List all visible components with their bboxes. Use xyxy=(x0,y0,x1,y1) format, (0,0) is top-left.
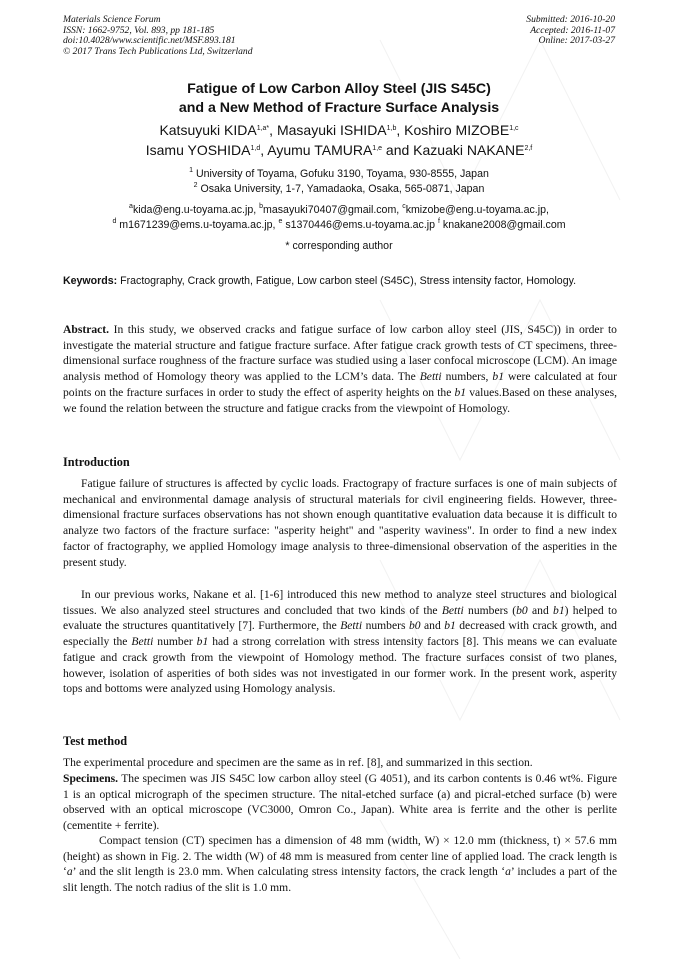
test-method-paragraph-2: Specimens. The specimen was JIS S45C low carbon alloy steel (G 4051), and its carbon contents is 0.46 wt%. Figure 1 is an optical micrograph of the specimen structure. The nital-etched surface (a) and picral-etched surface (b) were observed with an optical microscope (VC3000, Omron Co., Japan). White area is ferrite and the other is perlite (cementite + ferrite). xyxy=(63,772,617,833)
author-line-2: Isamu YOSHIDA$^{1,d}$, Ayumu TAMURA$^{1,e}$ and Kazuaki NAKANE$^{2,f}$ xyxy=(145,141,533,158)
title-line-1: Fatigue of Low Carbon Alloy Steel (JIS S45C) xyxy=(187,81,491,97)
intro-paragraph-2: In our previous works, Nakane et al. [1-6] introduced this new method to analyze steel structures and biological tissues. We also analyzed steel structures and concluded that two kinds of the Betti numbers (b0 and b1) helped to evaluate the structures quantitatively [7]. Furthermore, the Betti numbers b0 and b1 decreased with crack growth, and especially the Betti number b1 had a strong correlation with stress intensity factors [8]. This means we can evaluate fatigue and crack growth from the viewpoint of Homology method. The fracture surfaces consist of two planes, however, isolation of asperities of both sides was not investigated in our former work. In the present work, asperity tops and bottoms were analyzed using Homology analysis. xyxy=(63,588,618,696)
author-name: Ayumu TAMURA xyxy=(267,141,373,158)
specimens-label: Specimens. xyxy=(63,772,119,785)
journal-name: Materials Science Forum xyxy=(63,14,161,25)
keywords-text: Fractography, Crack growth, Fatigue, Low carbon steel (S45C), Stress intensity factor, Homology. xyxy=(120,275,577,287)
journal-doi: doi:10.4028/www.scientific.net/MSF.893.181 xyxy=(63,35,236,47)
author-sup: 1,e xyxy=(372,144,383,152)
email-link[interactable]: knakane2008@gmail.com xyxy=(442,219,566,231)
intro-paragraph-1: Fatigue failure of structures is affected by cyclic loads. Fractograpy of fracture surfaces is one of main subjects of mechanical and environmental damage analysis of structural materials for civil engineering fields. However, three-dimensional fracture surfaces observations has not shown enough quantitative evaluation data because it is difficult to analyze two factors of the fracture surface: "asperity height" and "asperity waviness". In order to find a new index factor of fractography, we applied Homology image analysis to three-dimensional observation of the asperities in the present study. xyxy=(63,477,617,569)
email-link[interactable]: m1671239@ems.u-toyama.ac.jp, xyxy=(119,219,276,231)
email-link[interactable]: s1370446@ems.u-toyama.ac.jp xyxy=(285,219,436,231)
section-heading-introduction: Introduction xyxy=(63,455,130,469)
email-link[interactable]: kmizobe@eng.u-toyama.ac.jp, xyxy=(405,204,549,216)
author-name: Kazuaki NAKANE xyxy=(413,141,525,158)
corresponding-author-note: * corresponding author xyxy=(285,240,393,252)
author-name: Masayuki ISHIDA xyxy=(276,122,387,138)
author-sup: 2,f xyxy=(524,144,533,152)
journal-issn: ISSN: 1662-9752, Vol. 893, pp 181-185 xyxy=(63,24,215,36)
date-accepted: Accepted: 2016-11-07 xyxy=(530,24,615,36)
journal-copyright: © 2017 Trans Tech Publications Ltd, Switzerland xyxy=(63,45,253,57)
affiliation-1: $^1$ University of Toyama, Gofuku 3190, Toyama, 930-8555, Japan xyxy=(189,167,489,180)
email-line-2: $^d$ m1671239@ems.u-toyama.ac.jp, $^e$ s1370446@ems.u-toyama.ac.jp $^f$ knakane2008@gmail.com xyxy=(112,218,566,231)
abstract: Abstract. In this study, we observed cracks and fatigue surface of low carbon alloy steel (JIS, S45C)) in order to investigate the material structure and fatigue fracture surface. After fatigue crack growth tests of CT specimens, three-dimensional surface roughness of the fracture surface was studied using a laser confocal microscope (LCM). An image analysis method of Homology theory was applied to the LCM’s data. The Betti numbers, b1 were calculated at four points on the fracture surfaces in order to study the effect of asperity heights on the b1 values.Based on these analyses, we found the relation between the structure and fatigue cracks from the viewpoint of Homology. xyxy=(63,323,618,415)
abstract-label: Abstract. xyxy=(63,323,110,336)
paper-title xyxy=(0,80,678,117)
author-list xyxy=(0,121,678,160)
affiliations xyxy=(0,167,678,196)
affiliation-2: $^2$ Osaka University, 1-7, Yamadaoka, Osaka, 565-0871, Japan xyxy=(193,181,485,195)
author-line-1: Katsuyuki $KIDA^{1,a*}$, Masayuki ISHIDA$^{1,b}$, Koshiro MIZOBE$^{1,c}$ xyxy=(159,122,519,138)
keywords-label: Keywords: xyxy=(63,275,118,287)
section-heading-test-method: Test method xyxy=(63,734,128,748)
author-sup: 1,a* xyxy=(256,125,270,132)
email-line-1: $^a$kida@eng.u-toyama.ac.jp, $^b$masayuki70407@gmail.com, $^c$kmizobe@eng.u-toyama.ac.jp, xyxy=(129,203,549,216)
author-name: Isamu YOSHIDA xyxy=(145,141,251,158)
email-link[interactable]: masayuki70407@gmail.com, xyxy=(263,204,400,216)
keywords xyxy=(63,274,617,289)
date-online: Online: 2017-03-27 xyxy=(538,35,615,47)
dates-header xyxy=(526,15,615,47)
date-submitted: Submitted: 2016-10-20 xyxy=(526,14,615,25)
email-list xyxy=(0,203,678,233)
test-method-paragraph-3: Compact tension (CT) specimen has a dimension of 48 mm (width, W) × 12.0 mm (thickness, t) × 57.6 mm (height) as shown in Fig. 2. The width (W) of 48 mm is measured from center line of applied load. The crack length is ‘a’ and the slit length is 23.0 mm. When calculating stress intensity factors, the crack length ‘a’ includes a part of the slit length. The notch radius of the slit is 1.0 mm. xyxy=(63,834,617,895)
journal-header xyxy=(63,15,253,57)
author-name: Koshiro MIZOBE xyxy=(404,122,510,138)
title-line-2: and a New Method of Fracture Surface Analysis xyxy=(178,99,500,116)
email-link[interactable]: kida@eng.u-toyama.ac.jp, xyxy=(132,204,257,216)
author-sup: 1,b xyxy=(386,125,397,132)
test-method-paragraph-1: The experimental procedure and specimen are the same as in ref. [8], and summarized in this section. xyxy=(63,756,533,769)
author-name: Katsuyuki KIDA xyxy=(159,122,257,138)
author-sup: 1,d xyxy=(250,144,261,152)
author-sup: 1,c xyxy=(509,125,519,132)
